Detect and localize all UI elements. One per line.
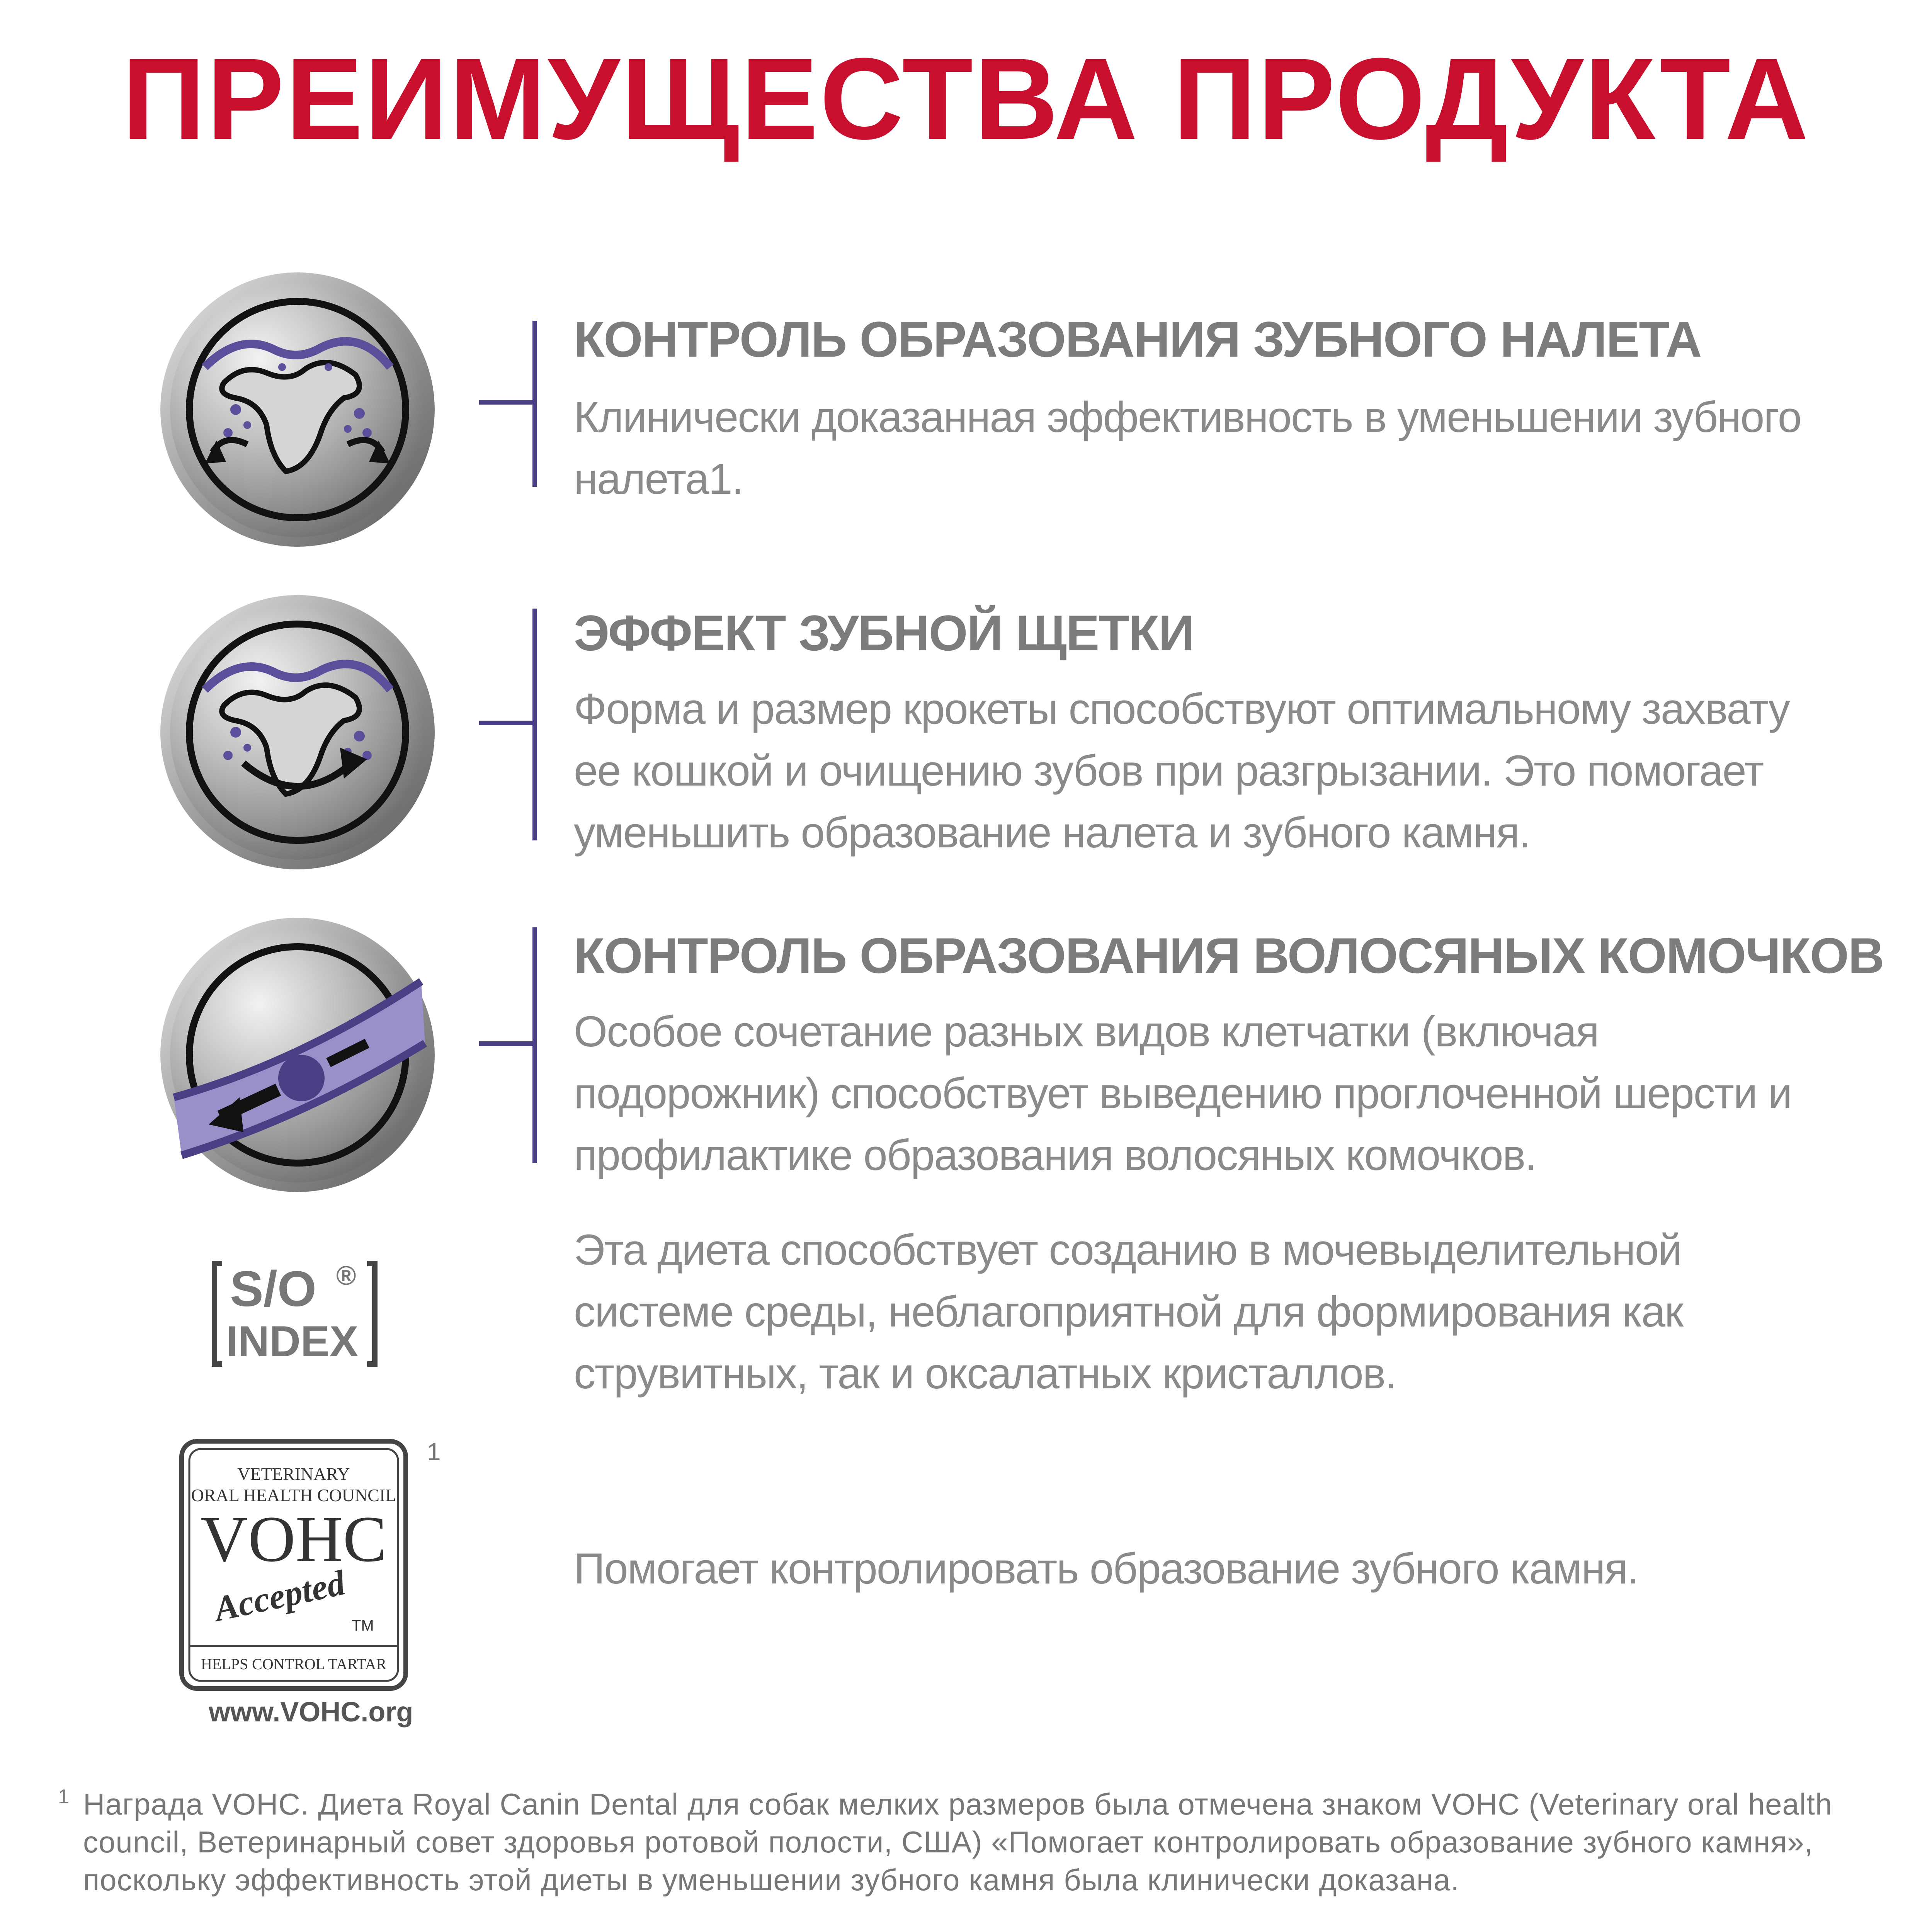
vohc-bottom: HELPS CONTROL TARTAR — [201, 1655, 387, 1673]
toothbrush-effect-icon — [158, 593, 437, 871]
vohc-big: VOHC — [201, 1503, 387, 1575]
so-index-text — [574, 1219, 1683, 1405]
so-reg-mark: ® — [336, 1260, 356, 1291]
text-line: Клинически доказанная эффективность в уменьшении зубного — [574, 393, 1801, 441]
text-line: Форма и размер крокеты способствуют оптимальному захвату — [574, 685, 1789, 733]
bracket-horizontal — [479, 400, 537, 405]
text-line: Помогает контролировать образование зубного камня. — [574, 1544, 1639, 1593]
text-line: налета1. — [574, 455, 743, 503]
vohc-text — [574, 1538, 1638, 1600]
text-line: уменьшить образование налета и зубного камня. — [574, 808, 1530, 857]
text-line: Особое сочетание разных видов клетчатки (включая — [574, 1007, 1599, 1056]
text-line: подорожник) способствует выведению проглоченной шерсти и — [574, 1069, 1792, 1117]
benefit-text-2 — [574, 678, 1789, 864]
vohc-line1: VETERINARY — [237, 1464, 350, 1484]
dental-plaque-icon — [158, 270, 437, 549]
page-title: ПРЕИМУЩЕСТВА ПРОДУКТА — [122, 34, 1810, 163]
vohc-superscript: 1 — [427, 1438, 441, 1466]
bracket-horizontal — [479, 721, 537, 725]
footnote-mark: 1 — [58, 1786, 69, 1808]
vohc-seal-icon — [178, 1437, 448, 1700]
benefit-heading-3: КОНТРОЛЬ ОБРАЗОВАНИЯ ВОЛОСЯНЫХ КОМОЧКОВ — [574, 927, 1884, 984]
benefit-text-1 — [574, 386, 1801, 510]
vohc-line2: ORAL HEALTH COUNCIL — [191, 1485, 396, 1505]
footnote — [83, 1785, 1832, 1899]
vohc-accepted: Accepted — [211, 1563, 349, 1629]
text-line: струвитных, так и оксалатных кристаллов. — [574, 1349, 1396, 1398]
so-top-text: S/O — [230, 1260, 316, 1317]
benefit-text-3 — [574, 1001, 1791, 1186]
text-line: ее кошкой и очищению зубов при разгрызании. Это помогает — [574, 747, 1764, 795]
text-line: Эта диета способствует созданию в мочевыделительной — [574, 1226, 1682, 1274]
vohc-tm: TM — [352, 1617, 374, 1634]
benefit-heading-1: КОНТРОЛЬ ОБРАЗОВАНИЯ ЗУБНОГО НАЛЕТА — [574, 311, 1701, 367]
text-line: системе среды, неблагоприятной для формирования как — [574, 1287, 1683, 1336]
text-line: профилактике образования волосяных комочков. — [574, 1131, 1536, 1179]
footnote-line: поскольку эффективность этой диеты в уменьшении зубного камня была клинически доказана. — [83, 1863, 1459, 1897]
bracket-horizontal — [479, 1041, 537, 1046]
so-index-icon — [207, 1256, 383, 1372]
hairball-control-icon — [158, 916, 437, 1194]
footnote-line: Награда VOHC. Диета Royal Canin Dental для собак мелких размеров была отмечена знаком VOHC (Veterinary oral health — [83, 1787, 1833, 1821]
so-bottom-text: INDEX — [226, 1317, 359, 1366]
footnote-line: council, Ветеринарный совет здоровья ротовой полости, США) «Помогает контролировать образование зубного камня», — [83, 1825, 1813, 1859]
benefit-heading-2: ЭФФЕКТ ЗУБНОЙ ЩЕТКИ — [574, 605, 1194, 661]
vohc-url: www.VOHC.org — [209, 1697, 413, 1728]
